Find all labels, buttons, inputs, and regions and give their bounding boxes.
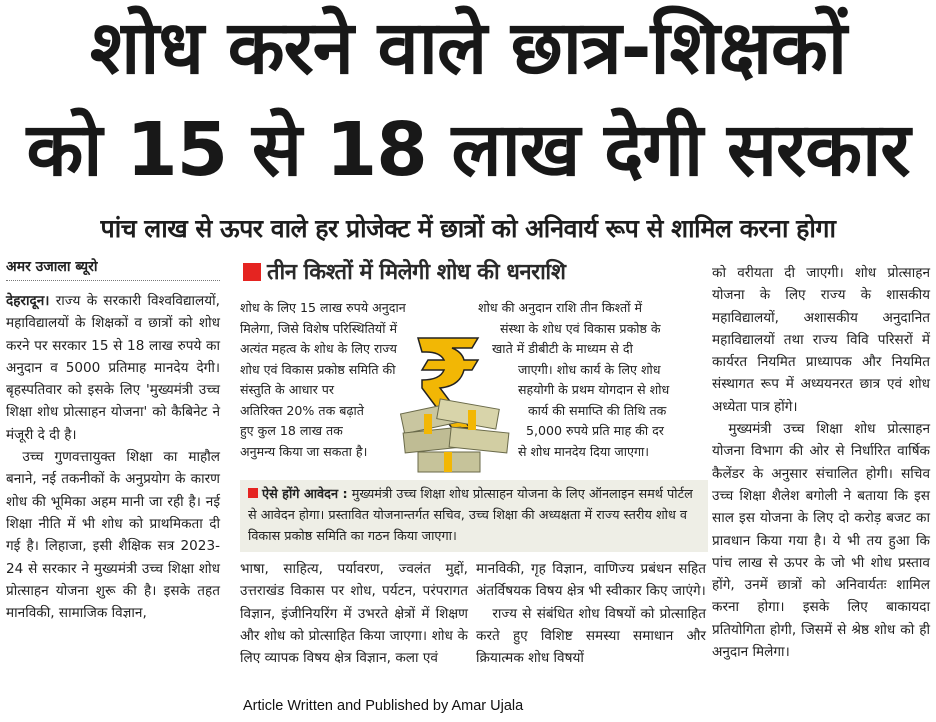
lower-middle-right-column bbox=[476, 558, 706, 669]
lower-middle-left-column bbox=[240, 558, 468, 669]
box-right-line: कार्य की समाप्ति की तिथि तक bbox=[528, 402, 667, 418]
box-title-text: तीन किश्तों में मिलेगी शोध की धनराशि bbox=[267, 260, 566, 285]
box-right-line: संस्था के शोध एवं विकास प्रकोष्ठ के bbox=[500, 320, 661, 336]
box-left-line: अतिरिक्त 20% तक बढ़ाते bbox=[240, 402, 364, 418]
application-info-box bbox=[240, 480, 708, 552]
lower-mid-right-para-2: राज्य से संबंधित शोध विषयों को प्रोत्साहित करते हुए विशिष्ट समस्या समाधान और क्रियात्मक शोध विषयों bbox=[476, 605, 706, 667]
red-square-icon bbox=[243, 263, 261, 281]
byline: अमर उजाला ब्यूरो bbox=[6, 257, 220, 281]
lower-mid-left-para: भाषा, साहित्य, पर्यावरण, ज्वलंत मुद्दों, उत्तराखंड विकास पर शोध, पर्यटन, परंपरागत विज्ञान, इंजीनियरिंग में उभरते क्षेत्रों में शिक्षण और शोध को प्रोत्साहित किया जाएगा। शोध के लिए व्यापक विषय क्षेत्र विज्ञान, कला एवं bbox=[240, 561, 468, 667]
box-right-line: 5,000 रुपये प्रति माह की दर bbox=[526, 423, 664, 438]
headline-line-2: को 15 से 18 लाख देगी सरकार bbox=[26, 107, 910, 193]
headline-line-1: शोध करने वाले छात्र-शिक्षकों bbox=[89, 5, 847, 91]
box-right-line: शोध की अनुदान राशि तीन किश्तों में bbox=[478, 300, 642, 315]
box-left-line: शोध एवं विकास प्रकोष्ठ समिति की bbox=[240, 361, 396, 377]
box-left-line: मिलेगा, जिसे विशेष परिस्थितियों में bbox=[240, 320, 397, 336]
lower-mid-right-para-1: मानविकी, गृह विज्ञान, वाणिज्य प्रबंधन सहित अंतर्विषयक विषय क्षेत्र भी स्वीकार किए जाएंगे। bbox=[476, 561, 706, 600]
left-para-1 bbox=[6, 290, 220, 446]
rupee-money-bundles-icon bbox=[398, 330, 518, 480]
right-para-2: मुख्यमंत्री उच्च शिक्षा शोध प्रोत्साहन योजना विभाग की ओर से निर्धारित वार्षिक कैलेंडर के अनुसार संचालित होगी। सचिव उच्च शिक्षा शैलेश बगोली ने बताया कि इस साल इस योजना के लिए दो करोड़ बजट का प्रावधान किया गया है। ये भी तय हुआ कि पांच लाख से ऊपर के जो भी शोध प्रस्ताव होंगे, उनमें छात्रों को अनिवार्यतः शामिल करना होगा। इसके लिए बाकायदा प्रतियोगिता होगी, जिसमें से श्रेष्ठ शोध को ही अनुदान मिलेगा। bbox=[712, 421, 930, 661]
right-column bbox=[712, 262, 930, 663]
box-right-line: खाते में डीबीटी के माध्यम से दी bbox=[492, 341, 633, 356]
left-para-1-text: राज्य के सरकारी विश्वविद्यालयों, महाविद्यालयों के शिक्षकों व छात्रों को शोध करने पर सरकार 15 से 18 लाख रुपये का अनुदान व 5000 प्रतिमाह मानदेय देगी। बृहस्पतिवार को इसके लिए 'मुख्यमंत्री उच्च शिक्षा शोध प्रोत्साहन योजना' को कैबिनेट ने मंजूरी दे दी है। bbox=[6, 293, 220, 443]
right-para-1: को वरीयता दी जाएगी। शोध प्रोत्साहन योजना के लिए राज्य के शासकीय महाविद्यालयों, अशासकीय अनुदानित महाविद्यालयों तथा राज्य विवि परिसरों में कार्यरत नियमित प्राध्यापक और नियमित संस्थागत रूप में अध्ययनरत छात्र एवं शोध अध्येता पात्र होंगे। bbox=[712, 265, 930, 415]
box-left-line: संस्तुति के आधार पर bbox=[240, 382, 335, 397]
box-left-line: अनुमन्य किया जा सकता है। bbox=[240, 443, 368, 459]
subheadline: पांच लाख से ऊपर वाले हर प्रोजेक्ट में छात्रों को अनिवार्य रूप से शामिल करना होगा bbox=[100, 214, 836, 243]
box-left-line: शोध के लिए 15 लाख रुपये अनुदान bbox=[240, 300, 406, 315]
left-para-2: उच्च गुणवत्तायुक्त शिक्षा का माहौल बनाने, नई तकनीकों के अनुप्रयोग के कारण शोध की भूमिका अहम मानी जा रही है। नई शिक्षा नीति में भी शोध को प्राथमिकता दी गई है। लिहाजा, इसी शैक्षिक सत्र 2023-24 से सरकार ने मुख्यमंत्री उच्च शिक्षा शोध प्रोत्साहन योजना शुरू की है। इसके तहत मानविकी, सामाजिक विज्ञान, bbox=[6, 449, 220, 622]
left-column bbox=[6, 290, 220, 624]
apply-box-text: मुख्यमंत्री उच्च शिक्षा शोध प्रोत्साहन योजना के लिए ऑनलाइन समर्थ पोर्टल से आवेदन होगा। प्रस्तावित योजनान्तर्गत सचिव, उच्च शिक्षा की अध्यक्षता में राज्य स्तरीय शोध व विकास प्रकोष्ठ समिति का गठन किया जाएगा। bbox=[248, 487, 693, 544]
box-right-line: से शोध मानदेय दिया जाएगा। bbox=[518, 443, 650, 459]
box-left-line: अत्यंत महत्व के शोध के लिए राज्य bbox=[240, 341, 397, 356]
dateline: देहरादून। bbox=[6, 293, 50, 309]
box-right-line: जाएगी। शोध कार्य के लिए शोध bbox=[518, 361, 661, 377]
red-square-icon bbox=[248, 488, 258, 498]
box-left-line: हुए कुल 18 लाख तक bbox=[240, 423, 343, 438]
article-credit: Article Written and Published by Amar Ujala bbox=[243, 698, 524, 714]
box-right-line: सहयोगी के प्रथम योगदान से शोध bbox=[518, 382, 670, 397]
apply-box-label: ऐसे होंगे आवेदन : bbox=[262, 487, 348, 502]
box-title bbox=[243, 258, 565, 288]
